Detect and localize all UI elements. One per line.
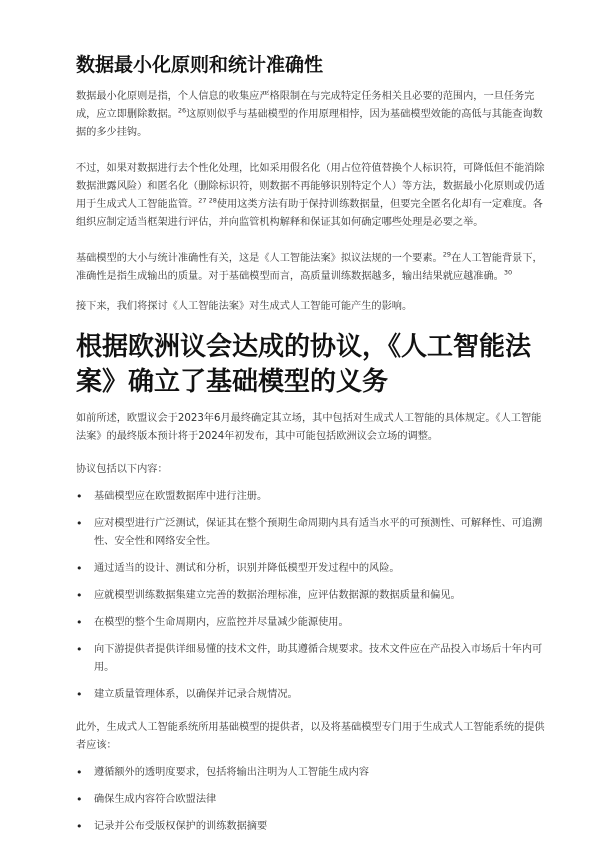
section-heading-ai-act: 根据欧洲议会达成的协议，《人工智能法案》确立了基础模型的义务	[76, 332, 532, 397]
paragraph-text: 在人工智能背景下，准确性是指生成输出的质量。对于基础模型而言，高质量训练数据越多，输出结果就应越准确。	[76, 253, 543, 282]
paragraph-pseudonymization	[76, 160, 548, 232]
list-item: • 记录并公布受版权保护的训练数据摘要	[76, 818, 548, 836]
paragraph-text: 基础模型的大小与统计准确性有关，这是《人工智能法案》拟议法规的一个要素。	[76, 253, 443, 264]
list-item: • 应对模型进行广泛测试，保证其在整个预期生命周期内具有适当水平的可预测性、可解释性、可追溯性、安全性和网络安全性。	[76, 515, 548, 551]
obligations-list	[76, 488, 548, 704]
list-item: • 遵循额外的透明度要求，包括将输出注明为人工智能生成内容	[76, 764, 548, 782]
list-item: • 应就模型训练数据集建立完善的数据治理标准，应评估数据源的数据质量和偏见。	[76, 587, 548, 605]
section-heading-data-minimization: 数据最小化原则和统计准确性	[76, 54, 324, 76]
footnote-ref[interactable]: 26	[177, 106, 187, 115]
paragraph-text: 使用这类方法有助于保持训练数据量，但要完全匿名化却有一定难度。各组织应制定适当框架进行评估，并向监管机构解释和保证其如何确定哪些处理是必要之举。	[76, 199, 543, 228]
footnote-ref[interactable]: 29	[442, 250, 452, 259]
paragraph-text: 这原则似乎与基础模型的作用原理相悖，因为基础模型效能的高低与其能查询数据的多少挂钩。	[76, 109, 543, 138]
footnote-ref[interactable]: 27 28	[198, 196, 217, 205]
paragraph-agreement-intro: 协议包括以下内容：	[76, 464, 168, 475]
list-item: • 确保生成内容符合欧盟法律	[76, 791, 548, 809]
list-item: • 基础模型应在欧盟数据库中进行注册。	[76, 488, 548, 506]
paragraph-text: 数据最小化原则是指，个人信息的收集应严格限制在与完成特定任务相关且必要的范围内，一旦任务完成，应立即删除数据。	[76, 91, 535, 120]
list-item: • 建立质量管理体系，以确保并记录合规情况。	[76, 686, 548, 704]
paragraph-text: 不过，如果对数据进行去个性化处理，比如采用假名化（用占位符值替换个人标识符，可降低但不能消除数据泄露风险）和匿名化（删除标识符，则数据不再能够识别特定个人）等方法，数据最小化原则或仍适用于生成式人工智能监管。	[76, 163, 545, 210]
paragraph-data-minimization	[76, 88, 548, 142]
paragraph-next-topic: 接下来，我们将探讨《人工智能法案》对生成式人工智能可能产生的影响。	[76, 301, 413, 312]
list-item: • 在模型的整个生命周期内，应监控并尽量减少能源使用。	[76, 614, 548, 632]
paragraph-generative-providers: 此外，生成式人工智能系统所用基础模型的提供者，以及将基础模型专门用于生成式人工智能系统的提供者应该：	[76, 722, 545, 751]
footnote-ref[interactable]: 30	[503, 268, 513, 277]
page-content	[76, 50, 548, 836]
paragraph-statistical-accuracy	[76, 250, 548, 286]
list-item: • 向下游提供者提供详细易懂的技术文件，助其遵循合规要求。技术文件应在产品投入市场后十年内可用。	[76, 641, 548, 677]
provider-obligations-list	[76, 764, 548, 836]
list-item: • 通过适当的设计、测试和分析，识别并降低模型开发过程中的风险。	[76, 560, 548, 578]
paragraph-parliament-position: 如前所述，欧盟议会于2023年6月最终确定其立场，其中包括对生成式人工智能的具体规定。《人工智能法案》的最终版本预计将于2024年初发布，其中可能包括欧洲议会立场的调整。	[76, 413, 542, 442]
